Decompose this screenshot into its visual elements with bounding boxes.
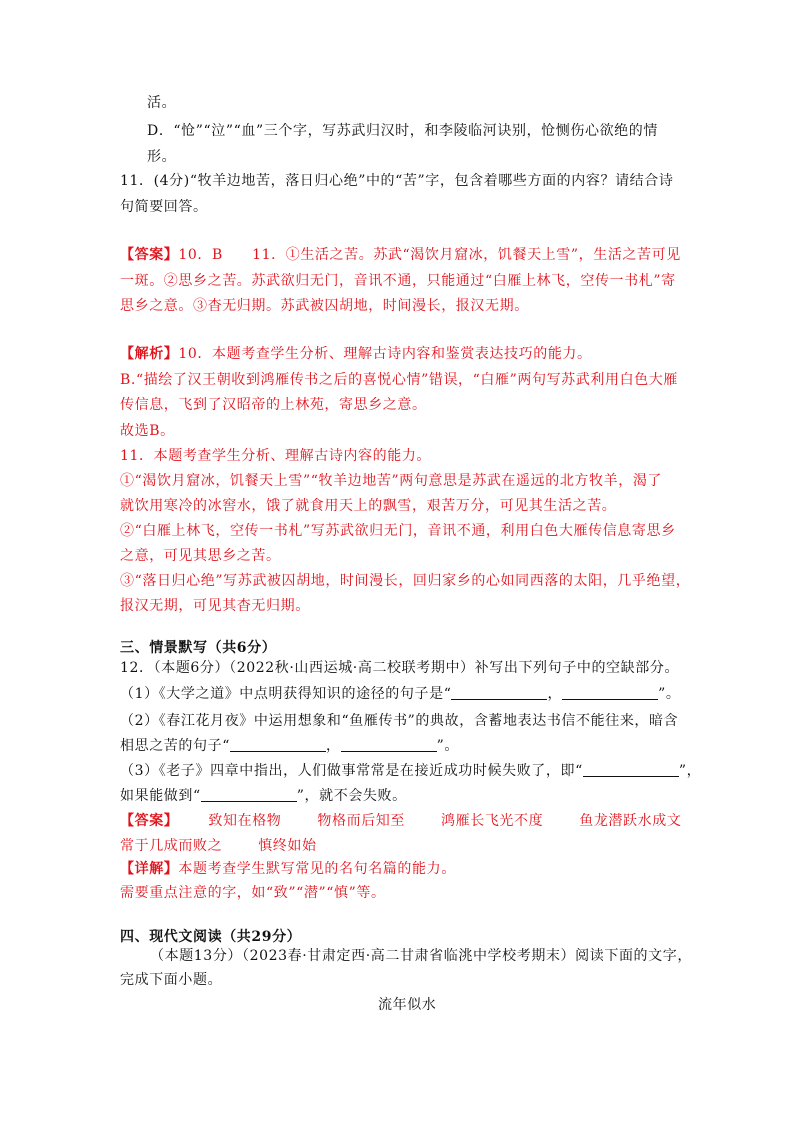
- q12-sub3-end-a: ”，: [678, 763, 702, 779]
- blank-4[interactable]: [341, 737, 437, 752]
- analysis-line1: [120, 343, 592, 365]
- blank-5[interactable]: [583, 762, 679, 777]
- analysis-line11: 报汉无期，可见其杳无归期。: [120, 598, 310, 614]
- q12-sub2-line1: （2）《春江花月夜》中运用想象和“鱼雁传书”的典故，含蓄地表达书信不能往来，暗含: [120, 713, 679, 729]
- blank-6[interactable]: [201, 787, 297, 802]
- q11-line1: 11．(4分)“牧羊边地苦，落日归心绝”中的“苦”字，包含着哪些方面的内容？请结合诗: [120, 173, 674, 189]
- q12-sub1-text: （1）《大学之道》中点明获得知识的途径的句子是“: [120, 686, 452, 702]
- q12-answer-tag: 【答案】: [120, 813, 179, 829]
- q12-sub2-end: ”。: [436, 738, 459, 754]
- analysis-line9: 之意，可见其思乡之苦。: [120, 548, 281, 564]
- analysis-line5: 11．本题考查学生分析、理解古诗内容的能力。: [120, 448, 432, 464]
- q12-sub2-sep: ，: [325, 738, 341, 754]
- analysis-text: 10．本题考查学生分析、理解古诗内容和鉴赏表达技巧的能力。: [178, 346, 592, 362]
- q12-detail-text: 本题考查学生默写常见的名句名篇的能力。: [178, 861, 456, 877]
- q12-detail-line1: [120, 858, 456, 880]
- essay-title: 流年似水: [378, 997, 437, 1013]
- q12-sub1: [120, 683, 680, 705]
- q12-sub1-sep: ，: [547, 686, 563, 702]
- answer-item: 鸿雁长飞光不度: [441, 813, 544, 829]
- q12-detail-tag: 【详解】: [120, 861, 179, 877]
- q12-sub3-text: （3）《老子》四章中指出，人们做事常常是在接近成功时候失败了，即“: [120, 763, 583, 779]
- section4-intro-line2: 完成下面小题。: [120, 972, 223, 988]
- q12-answer-line2: [120, 835, 317, 857]
- answer-text: 10．B 11．①生活之苦。苏武“渴饮月窟冰，饥餐天上雪”，生活之苦可见: [178, 247, 681, 263]
- analysis-line10: ③“落日归心绝”写苏武被囚胡地，时间漫长，回归家乡的心如同西落的太阳，几乎绝望，: [120, 573, 691, 589]
- option-c-end: 活。: [147, 95, 177, 111]
- option-d-line2: 形。: [147, 149, 177, 165]
- blank-2[interactable]: [562, 685, 658, 700]
- analysis-line6: ①“渴饮月窟冰，饥餐天上雪”“牧羊边地苦”两句意思是苏武在遥远的北方牧羊，渴了: [120, 473, 663, 489]
- q12-sub3-end-b: ”，就不会失败。: [296, 788, 407, 804]
- q12-line: 12．（本题6分）（2022秋·山西运城·高二校联考期中）补写出下列句子中的空缺部分。: [120, 660, 680, 676]
- analysis-line2: B.“描绘了汉王朝收到鸿雁传书之后的喜悦心情”错误，“白雁”两句写苏武利用白色大雁: [120, 372, 678, 388]
- answer-item: 鱼龙潜跃水成文: [579, 813, 682, 829]
- section3-heading: 三、情景默写（共6分）: [120, 640, 277, 656]
- q11-line2: 句简要回答。: [120, 199, 208, 215]
- blank-3[interactable]: [230, 737, 326, 752]
- q12-sub1-end: ”。: [658, 686, 681, 702]
- blank-1[interactable]: [451, 685, 547, 700]
- q12-answer-line1: [120, 810, 681, 832]
- q12-sub3-text-b: 如果能做到“: [120, 788, 201, 804]
- analysis-tag: 【解析】: [120, 346, 179, 362]
- answer-item: 常于几成而败之: [120, 838, 223, 854]
- analysis-line3: 传信息，飞到了汉昭帝的上林苑，寄思乡之意。: [120, 397, 427, 413]
- answer-tag: 【答案】: [120, 247, 179, 263]
- analysis-line4: 故选B。: [120, 423, 175, 439]
- q12-detail-line2: 需要重点注意的字，如“致”“潜”“慎”等。: [120, 885, 386, 901]
- q12-sub2-line2: [120, 735, 459, 757]
- answer-item: 致知在格物: [208, 813, 282, 829]
- answer-line2: 一斑。②思乡之苦。苏武欲归无门，音讯不通，只能通过“白雁上林飞，空传一书札”寄: [120, 273, 676, 289]
- answer-item: 慎终如始: [258, 838, 317, 854]
- q12-sub3-line2: [120, 785, 407, 807]
- answer-item: 物格而后知至: [317, 813, 406, 829]
- option-d-line1: D．“怆”“泣”“血”三个字，写苏武归汉时，和李陵临河诀别，怆恻伤心欲绝的情: [147, 123, 658, 139]
- answer-line3: 思乡之意。③杳无归期。苏武被囚胡地，时间漫长，报汉无期。: [120, 298, 529, 314]
- q12-sub2-text: 相思之苦的句子“: [120, 738, 230, 754]
- analysis-line8: ②“白雁上林飞，空传一书札”写苏武欲归无门，音讯不通，利用白色大雁传信息寄思乡: [120, 523, 676, 539]
- q12-sub3-line1: [120, 760, 701, 782]
- answer-line1: [120, 244, 681, 266]
- section4-heading: 四、现代文阅读（共29分）: [120, 929, 302, 945]
- analysis-line7: 就饮用寒冷的冰窖水，饿了就食用天上的飘雪，艰苦万分，可见其生活之苦。: [120, 498, 617, 514]
- section4-intro-line1: （本题13分）（2023春·甘肃定西·高二甘肃省临洮中学校考期末）阅读下面的文字，: [150, 948, 692, 964]
